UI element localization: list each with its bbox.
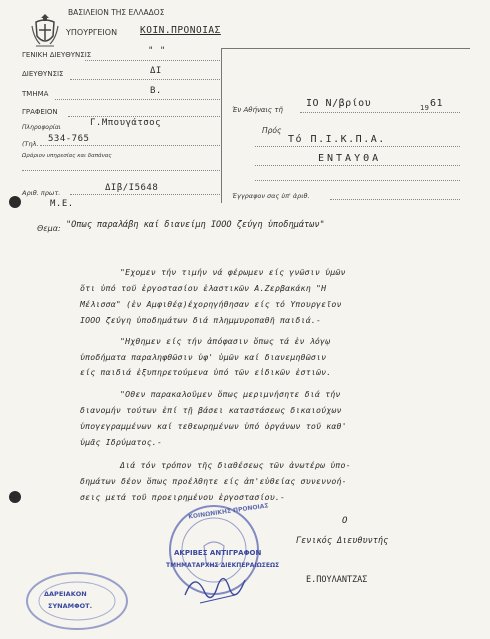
signature-article: Ο xyxy=(342,516,348,526)
archive-stamp-line-2: ΣΥΝΑΜΦΟΤ. xyxy=(48,602,93,610)
kingdom-heading: ΒΑΣΙΛΕΙΟΝ ΤΗΣ ΕΛΛΑΔΟΣ xyxy=(68,8,165,17)
punch-hole-bottom xyxy=(9,491,21,503)
tel-underline xyxy=(40,145,220,146)
header-divider-top xyxy=(222,48,470,49)
reference-value: Μ.Ε. xyxy=(50,199,74,209)
doc-label: Έγγραφον σας ὑπ' ἀριθ. xyxy=(232,192,310,200)
tel-value: 534-765 xyxy=(48,134,90,144)
body-line-14: σεις μετά τοῦ προειρημένου ἐργοστασίου.- xyxy=(80,492,286,502)
header-divider xyxy=(221,48,222,203)
dir-value: ΔΙ xyxy=(150,66,162,76)
body-line-11: ὑμᾶς Ιδρύματος.- xyxy=(80,437,163,447)
tel-label: (Τηλ. xyxy=(22,140,39,148)
subject-label: Θεμα: xyxy=(37,224,61,233)
protocol-label: Αριθ. πρωτ. xyxy=(22,189,61,197)
to-label: Πρός xyxy=(262,126,282,135)
to-underline-3 xyxy=(255,180,460,181)
info-label: Πληροφορίαι xyxy=(22,124,61,131)
archive-stamp-icon xyxy=(22,568,132,634)
archive-stamp-line-1: ΔΑΡΕΙΑΚΟΝ xyxy=(44,590,87,598)
ministry-value: ΚΟΙΝ.ΠΡΟΝΟΙΑΣ xyxy=(140,25,221,36)
copy-stamp-line-1: ΑΚΡΙΒΕΣ ΑΝΤΙΓΡΑΦΟΝ xyxy=(174,549,262,557)
body-line-3: Μέλισσα" (ἐν Αμφιθέᾳ)έχορηγήθησαν είς τό Υπουργεῖον xyxy=(80,299,342,309)
gen-dir-label: ΓΕΝΙΚΗ ΔΙΕΥΘΥΝΣΙΣ xyxy=(22,51,92,59)
gen-dir-value: " " xyxy=(148,46,166,56)
body-line-7: είς παιδιά ἐξυπηρετούμενα ὑπό τῶν εἰδικῶν ἑστιῶν. xyxy=(80,367,332,377)
body-line-2: ὅτι ὑπό τοῦ ἐργοστασίου ἐλαστικῶν Α.Ζερβακάκη "Η xyxy=(80,283,327,293)
body-line-1: "Εχομεν τήν τιμήν νά φέρωμεν είς γνῶσιν ὑμῶν xyxy=(120,267,346,277)
protocol-underline xyxy=(70,194,220,195)
year-value: 61 xyxy=(430,98,444,109)
doc-underline xyxy=(330,199,460,200)
dir-underline xyxy=(70,79,220,80)
to-underline-2 xyxy=(255,165,460,166)
to-value-1: Τό Π.Ι.Κ.Π.Α. xyxy=(288,134,386,145)
to-value-2: ΕΝΤΑΥΘΑ xyxy=(318,153,382,164)
date-value: ΙΟ Ν/βρίου xyxy=(306,98,372,109)
copy-stamp-line-2: ΤΜΗΜΑΤΑΡΧΗΣ ΔΙΕΚΠΕΡΑΙΩΣΕΩΣ xyxy=(166,562,280,569)
signature-name: Ε.ΠΟΥΛΑΝΤΖΑΣ xyxy=(306,575,368,585)
body-line-8: "Οθεν παρακαλοῦμεν ὅπως μεριμνήσητε διά τήν xyxy=(120,389,341,399)
bureau-label: Ωράριον υπηρεσίας και δαπάνας xyxy=(22,153,112,159)
body-line-10: ὑπογεγραμμένων καί τεθεωρημένων ὑπό ὀργάνων τοῦ καθ' xyxy=(80,421,347,431)
date-label: Έν Αθήναις τῆ xyxy=(232,106,283,114)
protocol-value: ΔΙβ/Ι5648 xyxy=(105,183,159,193)
to-underline-1 xyxy=(255,146,460,147)
body-line-12: Διά τόν τρόπον τῆς διαθέσεως τῶν ἀνωτέρω ὑπο- xyxy=(120,460,351,470)
section-label: ΤΜΗΜΑ xyxy=(22,90,49,98)
section-value: Β. xyxy=(150,86,162,96)
office-underline xyxy=(68,116,220,117)
year-prefix: 19 xyxy=(420,104,429,112)
body-line-13: δημάτων δέον ὅπως προέλθητε είς ἀπ'εὐθείας συνεννοή- xyxy=(80,476,347,486)
section-underline xyxy=(55,99,220,100)
signature-title: Γενικός Διευθυντής xyxy=(296,536,389,546)
ministry-label: ΥΠΟΥΡΓΕΙΟΝ xyxy=(66,28,118,37)
subject-text: "Οπως παραλάβη καί διανείμη ΙΟΟΟ ζεύγη ὑποδημάτων" xyxy=(66,220,325,230)
bureau-underline xyxy=(22,170,220,171)
gen-dir-underline xyxy=(85,60,220,61)
handwritten-signature-icon xyxy=(180,565,250,610)
body-line-4: ΙΟΟΟ ζεύγη ὑποδημάτων διά πλημμυροπαθῆ παιδιά.- xyxy=(80,315,322,325)
info-value: Γ.Μπουγάτσος xyxy=(90,118,162,128)
body-line-6: ὑποδήματα παραληφθῶσιν ὑφ' ὑμῶν καί διανεμηθῶσιν xyxy=(80,352,327,362)
seal-top-text: ΚΟΙΝΩΝΙΚΗΣ ΠΡΟΝΟΙΑΣ xyxy=(187,502,269,521)
dir-label: ΔΙΕΥΘΥΝΣΙΣ xyxy=(22,70,64,78)
date-underline xyxy=(300,112,460,113)
office-label: ΓΡΑΦΕΙΟΝ xyxy=(22,108,58,116)
body-line-9: διανομήν τούτων ἐπί τῇ βάσει καταστάσεως δικαιούχων xyxy=(80,405,342,415)
body-line-5: "Ηχθημεν είς τήν ἀπόφασιν ὅπως τά ἐν λόγῳ xyxy=(120,336,331,346)
punch-hole-top xyxy=(9,196,21,208)
coat-of-arms-icon xyxy=(30,12,60,50)
